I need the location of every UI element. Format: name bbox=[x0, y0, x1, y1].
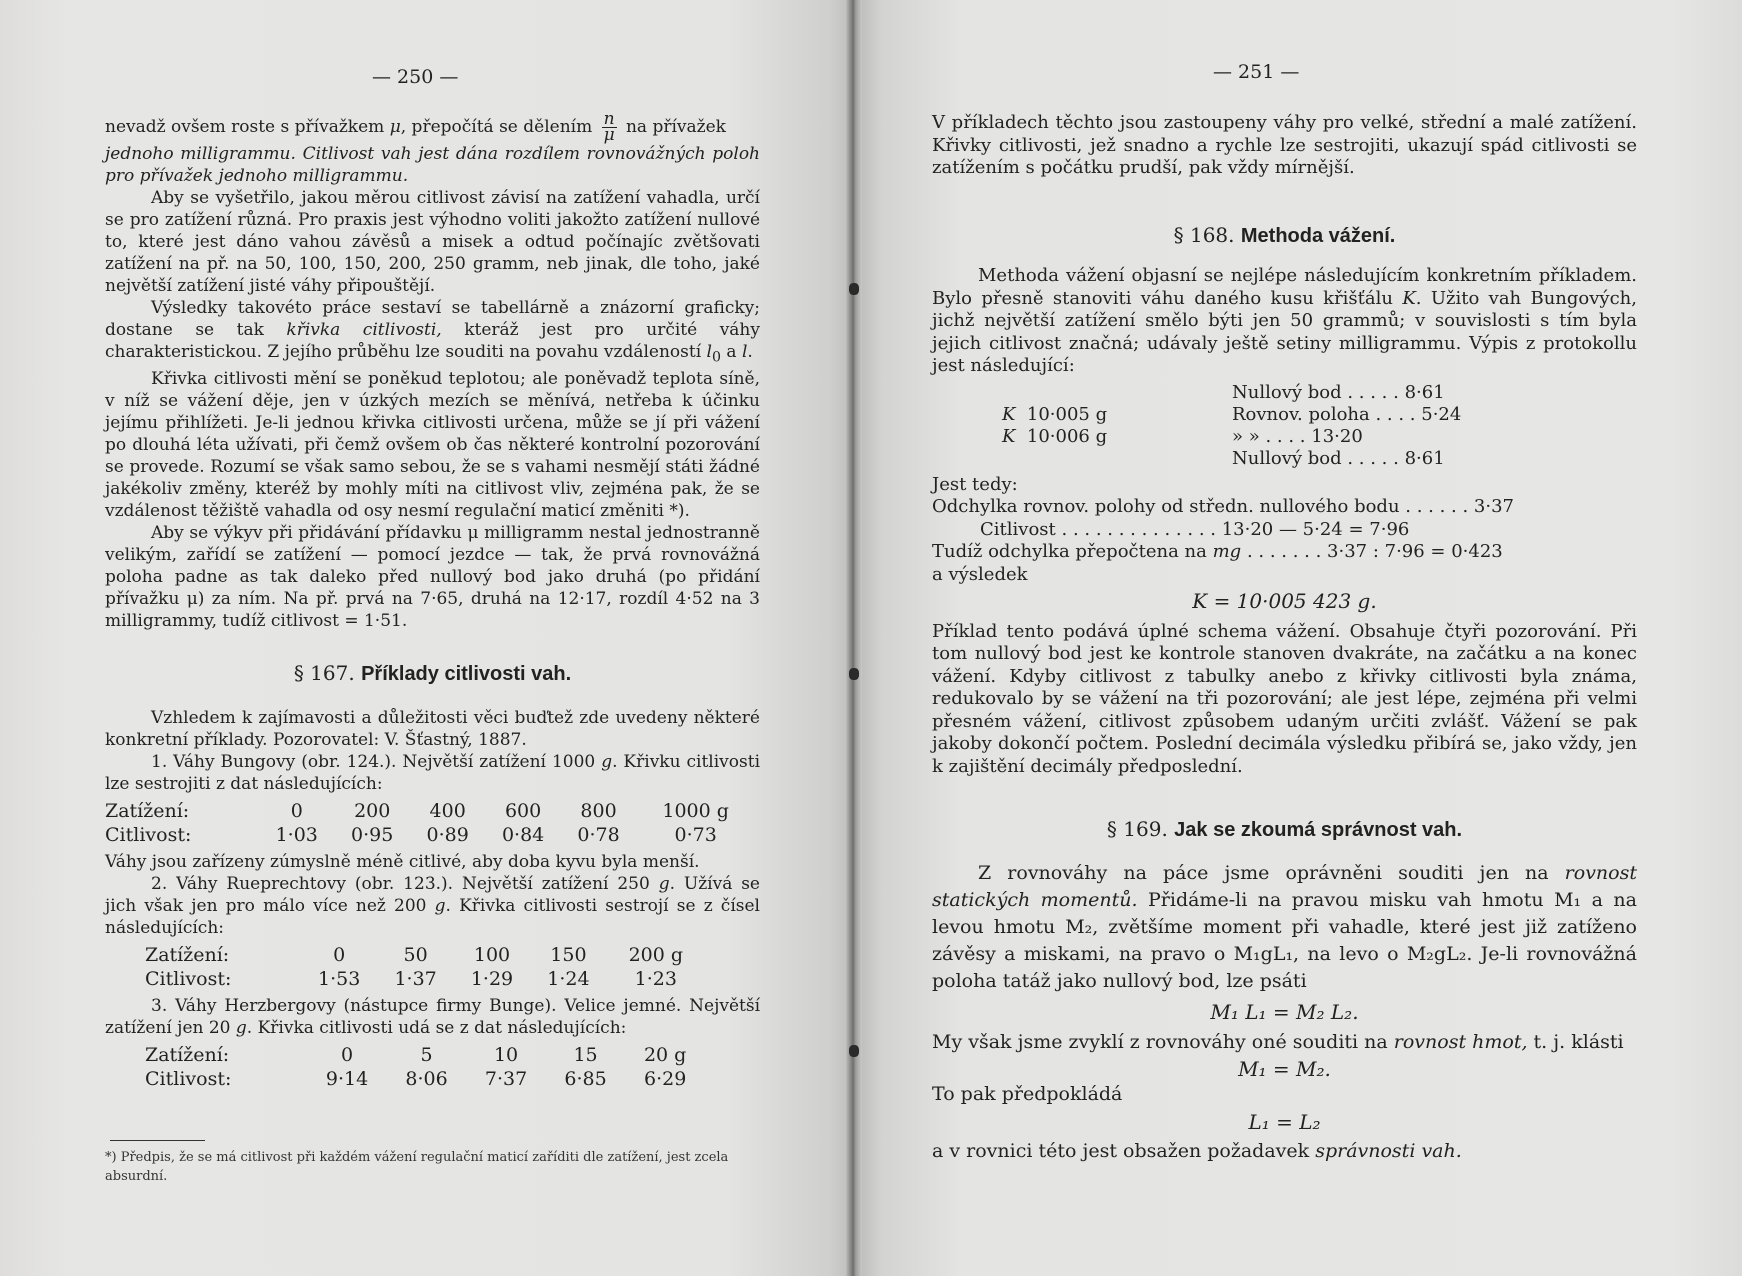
paragraph: 3. Váhy Herzbergovy (nástupce firmy Bunge). Velice jemné. Největší zatížení jen 20 g. Křivka citlivosti udá se z dat následujících: bbox=[105, 996, 760, 1039]
protocol-row: Nullový bod . . . . . 8·61 bbox=[1232, 381, 1445, 403]
table-row: Citlivost: 1·03 0·95 0·89 0·84 0·78 0·73 bbox=[105, 824, 717, 847]
table-row: Zatížení: 0 200 400 600 800 1000 g bbox=[105, 800, 729, 823]
paragraph: Z rovnováhy na páce jsme oprávněni souditi jen na rovnost statických momentů. Přidáme-li na pravou misku vah hmotu M₁ a na levou hmotu M₂, zvětšíme moment při vahadle, které jest již zatíženo závěsy a miskami, na pravo o M₁gL₁, na levo o M₂gL₂. Je-li rovnovážná poloha tatáž jako nullový bod, lze psáti bbox=[932, 861, 1637, 992]
right-page bbox=[855, 0, 1742, 1276]
paragraph: Jest tedy: bbox=[932, 473, 1018, 495]
paragraph: a v rovnici této jest obsažen požadavek správnosti vah. bbox=[932, 1139, 1462, 1162]
table-row: Citlivost: 9·14 8·06 7·37 6·85 6·29 bbox=[145, 1068, 687, 1091]
paragraph: nevadž ovšem roste s přívažkem μ, přepočítá se dělením $\frac{n}{\mu}$ na přívažek bbox=[105, 109, 726, 145]
left-text-column bbox=[105, 109, 761, 1095]
paragraph: 2. Váhy Rueprechtovy (obr. 123.). Největší zatížení 250 g. Užívá se jich však jen pro málo více než 200 g. Křivka citlivosti sestrojí se z čísel následujících: bbox=[105, 874, 760, 939]
paragraph: 1. Váhy Bungovy (obr. 124.). Největší zatížení 1000 g. Křivku citlivosti lze sestrojiti z dat následujících: bbox=[105, 752, 761, 795]
book-gutter bbox=[846, 0, 862, 1276]
binding-stitch bbox=[849, 668, 859, 680]
calc-line: Citlivost . . . . . . . . . . . . . . 13·20 — 5·24 = 7·96 bbox=[980, 518, 1410, 540]
paragraph: Methoda vážení objasní se nejlépe následujícím konkretním příkladem. Bylo přesně stanoviti váhu daného kusu křišťálu K. Užito vah Bungových, jichž největší zatížení smělo býti jen 50 grammů; v souvislosti s tím byla jejich citlivost značná; udávaly ještě setiny milligrammu. Výpis z protokollu jest následující: bbox=[932, 265, 1637, 376]
calc-line: a výsledek bbox=[932, 563, 1028, 585]
calc-line: Tudíž odchylka přepočtena na mg . . . . . . . 3·37 : 7·96 = 0·423 bbox=[932, 541, 1503, 562]
table-row: Citlivost: 1·53 1·37 1·29 1·24 1·23 bbox=[145, 968, 677, 991]
sensitivity-table-2 bbox=[145, 943, 705, 991]
paragraph: Váhy jsou zařízeny zúmyslně méně citlivé, aby doba kyvu byla menší. bbox=[105, 852, 700, 873]
paragraph: Křivka citlivosti mění se poněkud teplotou; ale poněvadž teplota síně, v níž se vážení děje, jen v úzkých mezích se měnívá, netřeba k účinku jejímu přihlížeti. Je-li jednou křivka citlivosti určena, může se jí při vážení po dlouhá léta užívati, při čemž ovšem ob čas některé kontrolní pozorování se provede. Rozumí se však samo sebou, že se s vahami nesmějí státi žádné jakékoliv změny, kteréž by mohly míti na citlivost vliv, zejména pak, že se vzdálenost těžiště vahadla od osy nesmí regulační maticí změniti *). bbox=[105, 369, 760, 522]
section-heading-169: § 169. Jak se zkoumá správnost vah. bbox=[1106, 817, 1463, 841]
table-row: Zatížení: 0 50 100 150 200 g bbox=[145, 944, 684, 967]
protocol-row: K 10·005 g Rovnov. poloha . . . . 5·24 bbox=[1002, 403, 1462, 425]
footnote: *) Předpis, že se má citlivost při každém vážení regulační maticí zaříditi dle zatížení, jest zcela absurdní. bbox=[105, 1150, 729, 1184]
fraction: $\frac{n}{\mu}$ bbox=[603, 109, 615, 145]
paragraph: My však jsme zvyklí z rovnováhy oné souditi na rovnost hmot, t. j. klásti bbox=[932, 1031, 1624, 1053]
result-equation: K = 10·005 423 g. bbox=[1192, 589, 1377, 613]
right-text-column bbox=[932, 112, 1637, 1162]
footnote-rule bbox=[110, 1140, 205, 1141]
paragraph-italic: jednoho milligrammu. Citlivost vah jest dána rozdílem rovnovážných poloh pro přívažek jednoho milligrammu. bbox=[105, 144, 760, 186]
binding-stitch bbox=[849, 1045, 859, 1057]
equation: L₁ = L₂ bbox=[1248, 1110, 1321, 1134]
page-number: — 250 — bbox=[372, 66, 459, 88]
sensitivity-table-3 bbox=[145, 1043, 705, 1091]
section-heading-167: § 167. Příklady citlivosti vah. bbox=[293, 661, 572, 686]
paragraph: Příklad tento podává úplné schema vážení. Obsahuje čtyři pozorování. Při tom nullový bod jest ke kontrole stanoven dvakráte, na začátku a na konec vážení. Kdyby citlivost z tabulky anebo z křivky citlivosti byla známa, redukovalo by se vážení na tři pozorování; ale jest lépe, zejména při velmi přesném vážení, citlivost způsobem udaným určiti zvlášť. Vážení se pak jakoby dokončí počtem. Poslední decimála výsledku přibírá se, jako vždy, jen k zajištění decimály předposlední. bbox=[932, 620, 1637, 777]
paragraph: Aby se výkyv při přidávání přídavku μ milligramm nestal jednostranně velikým, zařídí se zatížení — pomocí jezdce — tak, že prvá rovnovážná poloha padne as tak daleko před nullový bod jako druhá (po přidání přívažku μ) za ním. Na př. prvá na 7·65, druhá na 12·17, rozdíl 4·52 na 3 milligrammy, tudíž citlivost = 1·51. bbox=[105, 523, 760, 632]
paragraph: To pak předpokládá bbox=[932, 1082, 1123, 1105]
page-number: — 251 — bbox=[1213, 61, 1300, 83]
protocol-row: K 10·006 g » » . . . . 13·20 bbox=[1002, 425, 1363, 447]
section-heading-168: § 168. Methoda vážení. bbox=[1173, 222, 1396, 247]
paragraph: V příkladech těchto jsou zastoupeny váhy pro velké, střední a malé zatížení. Křivky citlivosti, jež snadno a rychle lze sestrojiti, ukazují spád citlivosti se zatížením s počátku prudší, pak vždy mírnější. bbox=[932, 112, 1637, 178]
paragraph: Aby se vyšetřilo, jakou měrou citlivost závisí na zatížení vahadla, určí se pro zatížení různá. Pro praxis jest výhodno voliti jakožto zatížení nullové to, které jest dáno vahou závěsů a misek a odtud počínajíc zvětšovati zatížení na př. na 50, 100, 150, 200, 250 gramm, neb jinak, dle toho, jaké největší zatížení jisté váhy připouštějí. bbox=[105, 188, 760, 296]
calc-line: Odchylka rovnov. polohy od středn. nullového bodu . . . . . . 3·37 bbox=[932, 496, 1515, 517]
binding-stitch bbox=[849, 283, 859, 295]
sensitivity-table-1 bbox=[105, 799, 755, 847]
equation: M₁ L₁ = M₂ L₂. bbox=[1210, 999, 1359, 1024]
paragraph: Vzhledem k zajímavosti a důležitosti věci buďtež zde uvedeny některé konkretní příklady. Pozorovatel: V. Šťastný, 1887. bbox=[105, 708, 760, 751]
left-page bbox=[0, 0, 855, 1276]
protocol-block bbox=[932, 382, 1637, 470]
paragraph: Výsledky takovéto práce sestaví se tabellárně a znázorní graficky; dostane se tak křivka citlivosti, kteráž jest pro určité váhy charakteristickou. Z jejího průběhu lze souditi na povahu vzdáleností $l_0$ a l. bbox=[105, 298, 760, 366]
equation: M₁ = M₂. bbox=[1238, 1057, 1331, 1081]
table-row: Zatížení: 0 5 10 15 20 g bbox=[145, 1044, 687, 1067]
protocol-row: Nullový bod . . . . . 8·61 bbox=[1232, 447, 1445, 469]
